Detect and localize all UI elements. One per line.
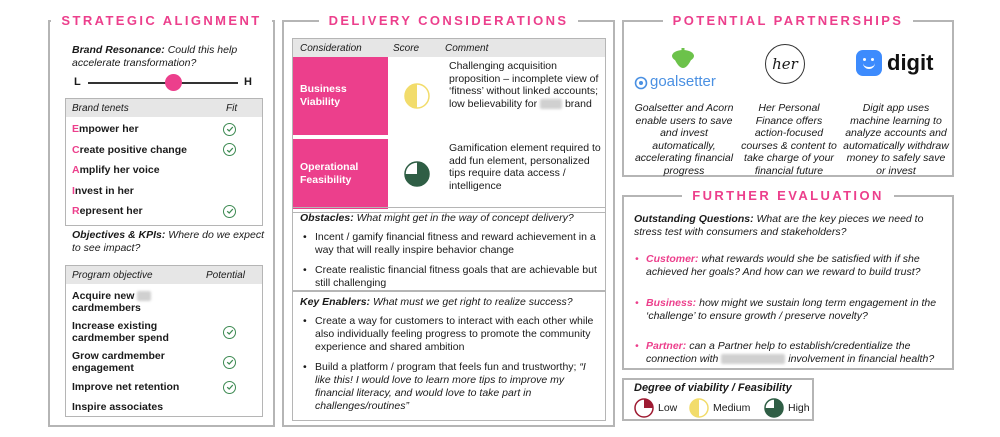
viability-legend bbox=[622, 378, 814, 421]
partner-description: Her Personal Finance offers action-focused courses & content to take charge of your financial future bbox=[741, 102, 837, 177]
legend-low: Low bbox=[634, 398, 677, 418]
brand-resonance-question: Brand Resonance: Could this help accelerate transformation? bbox=[72, 44, 238, 69]
acorn-icon bbox=[670, 48, 696, 72]
tenet-row: Amplify her voice bbox=[72, 164, 160, 177]
slider-high-label: H bbox=[244, 76, 252, 88]
evaluation-item: • Business: how might we sustain long term engagement in the ‘challenge’ to ensure growth / preserve novelty? bbox=[635, 297, 937, 322]
redacted-brand bbox=[137, 291, 151, 301]
low-score-icon bbox=[634, 398, 654, 418]
potential-partnerships-title: POTENTIAL PARTNERSHIPS bbox=[663, 13, 914, 28]
goalsetter-logo: goalsetter bbox=[630, 48, 738, 96]
strategic-alignment-title: STRATEGIC ALIGNMENT bbox=[51, 13, 271, 28]
check-icon bbox=[223, 205, 236, 218]
enablers-question: Key Enablers: What must we get right to realize success? bbox=[300, 296, 573, 308]
tenet-row: Empower her bbox=[66, 119, 262, 140]
her-logo: her bbox=[765, 44, 805, 84]
delivery-row bbox=[293, 57, 605, 135]
obstacles-box bbox=[292, 207, 606, 291]
obstacles-list bbox=[300, 231, 599, 290]
delivery-row bbox=[293, 139, 605, 209]
high-score-icon bbox=[764, 398, 784, 418]
enablers-box bbox=[292, 291, 606, 421]
enabler-item: • Create a way for customers to interact with each other while also individually feeling progress to promote the community experience and shared ambition bbox=[300, 315, 599, 354]
further-evaluation-title: FURTHER EVALUATION bbox=[682, 188, 894, 203]
medium-score-icon bbox=[689, 398, 709, 418]
tenet-row: Represent her bbox=[66, 201, 262, 222]
strategic-alignment-panel bbox=[48, 13, 275, 427]
check-icon bbox=[223, 123, 236, 136]
delivery-table: Consideration Score Comment Business Viability Challenging acquisition proposition – incomplete view of ‘fitness’ without linked accounts; low believability for brand Operational Feasibility Gamification element required to add fun element, personalized tips require data access / intelligence bbox=[292, 38, 606, 213]
medium-score-icon bbox=[404, 83, 430, 109]
evaluation-item: • Customer: what rewards would she be satisfied with if she achieved her goals? And how can we reward to build trust? bbox=[635, 253, 921, 278]
program-row: Grow cardmember engagement bbox=[66, 347, 262, 377]
redacted-brand bbox=[540, 99, 562, 109]
further-evaluation-panel bbox=[622, 188, 954, 370]
slider-track bbox=[88, 82, 238, 84]
program-row: Improve net retention bbox=[66, 377, 262, 397]
delivery-considerations-panel bbox=[282, 13, 615, 427]
digit-logo: digit bbox=[856, 50, 946, 80]
obstacles-question: Obstacles: What might get in the way of concept delivery? bbox=[300, 212, 574, 224]
program-objectives-table: Program objective Potential Acquire new cardmembers Increase existing cardmember spend Grow cardmember engagement Improve net retention Inspire associates bbox=[65, 265, 263, 417]
legend-high: High bbox=[764, 398, 810, 418]
partner-description: Digit app uses machine learning to analyze accounts and automatically withdraw money to safely save or invest bbox=[843, 102, 949, 177]
outstanding-questions: Outstanding Questions: What are the key pieces we need to stress test with consumers and stakeholders? bbox=[634, 213, 924, 238]
check-icon bbox=[223, 143, 236, 156]
consideration-label: Business Viability bbox=[293, 57, 388, 135]
brand-tenets-table: Brand tenets Fit Empower her Create positive change Amplify her voice Invest in her Represent her bbox=[65, 98, 263, 226]
slider-knob bbox=[165, 74, 182, 91]
obstacle-item: • Incent / gamify financial fitness and reward achievement in a way that will really inspire behavior change bbox=[300, 231, 599, 257]
check-icon bbox=[223, 356, 236, 369]
delivery-rows bbox=[293, 57, 605, 209]
obstacle-item: • Create realistic financial fitness goals that are achievable but still challenging bbox=[300, 264, 599, 290]
high-score-icon bbox=[404, 161, 430, 187]
enabler-item: • Build a platform / program that feels fun and trustworthy; “I like this! I would love to learn more tips to improve my financial literacy, and would love to take part in challenges/routines” bbox=[300, 361, 599, 413]
goalsetter-mark-icon bbox=[634, 76, 648, 90]
tenet-row: Create positive change bbox=[66, 140, 262, 161]
objectives-question: Objectives & KPIs: Where do we expect to see impact? bbox=[72, 229, 265, 254]
comment-text: Challenging acquisition proposition – incomplete view of ‘fitness’ without linked accounts; low believability for brand bbox=[449, 60, 599, 110]
tenets-list bbox=[66, 117, 262, 225]
check-icon bbox=[223, 326, 236, 339]
consideration-label: Operational Feasibility bbox=[293, 139, 388, 209]
digit-face-icon bbox=[856, 50, 882, 76]
enablers-list bbox=[300, 315, 599, 413]
slider-low-label: L bbox=[74, 76, 81, 88]
redacted-brand bbox=[721, 354, 785, 364]
program-row: Increase existing cardmember spend bbox=[66, 317, 262, 347]
legend-medium: Medium bbox=[689, 398, 750, 418]
partner-description: Goalsetter and Acorn enable users to save and invest automatically, accelerating financial progress bbox=[634, 102, 734, 177]
potential-partnerships-panel bbox=[622, 13, 954, 177]
program-row: Acquire new cardmembers bbox=[66, 287, 262, 317]
tenet-row: Invest in her bbox=[72, 184, 134, 197]
evaluation-item: • Partner: can a Partner help to establish/credentialize the connection with involvement in financial health? bbox=[635, 340, 935, 365]
program-row: Inspire associates bbox=[72, 401, 164, 413]
comment-text: Gamification element required to add fun element, personalized tips require data access / intelligence bbox=[449, 142, 601, 192]
programs-list bbox=[66, 284, 262, 417]
brand-resonance-slider bbox=[74, 74, 252, 92]
delivery-considerations-title: DELIVERY CONSIDERATIONS bbox=[319, 13, 579, 28]
legend-title: Degree of viability / Feasibility bbox=[634, 382, 792, 394]
check-icon bbox=[223, 381, 236, 394]
